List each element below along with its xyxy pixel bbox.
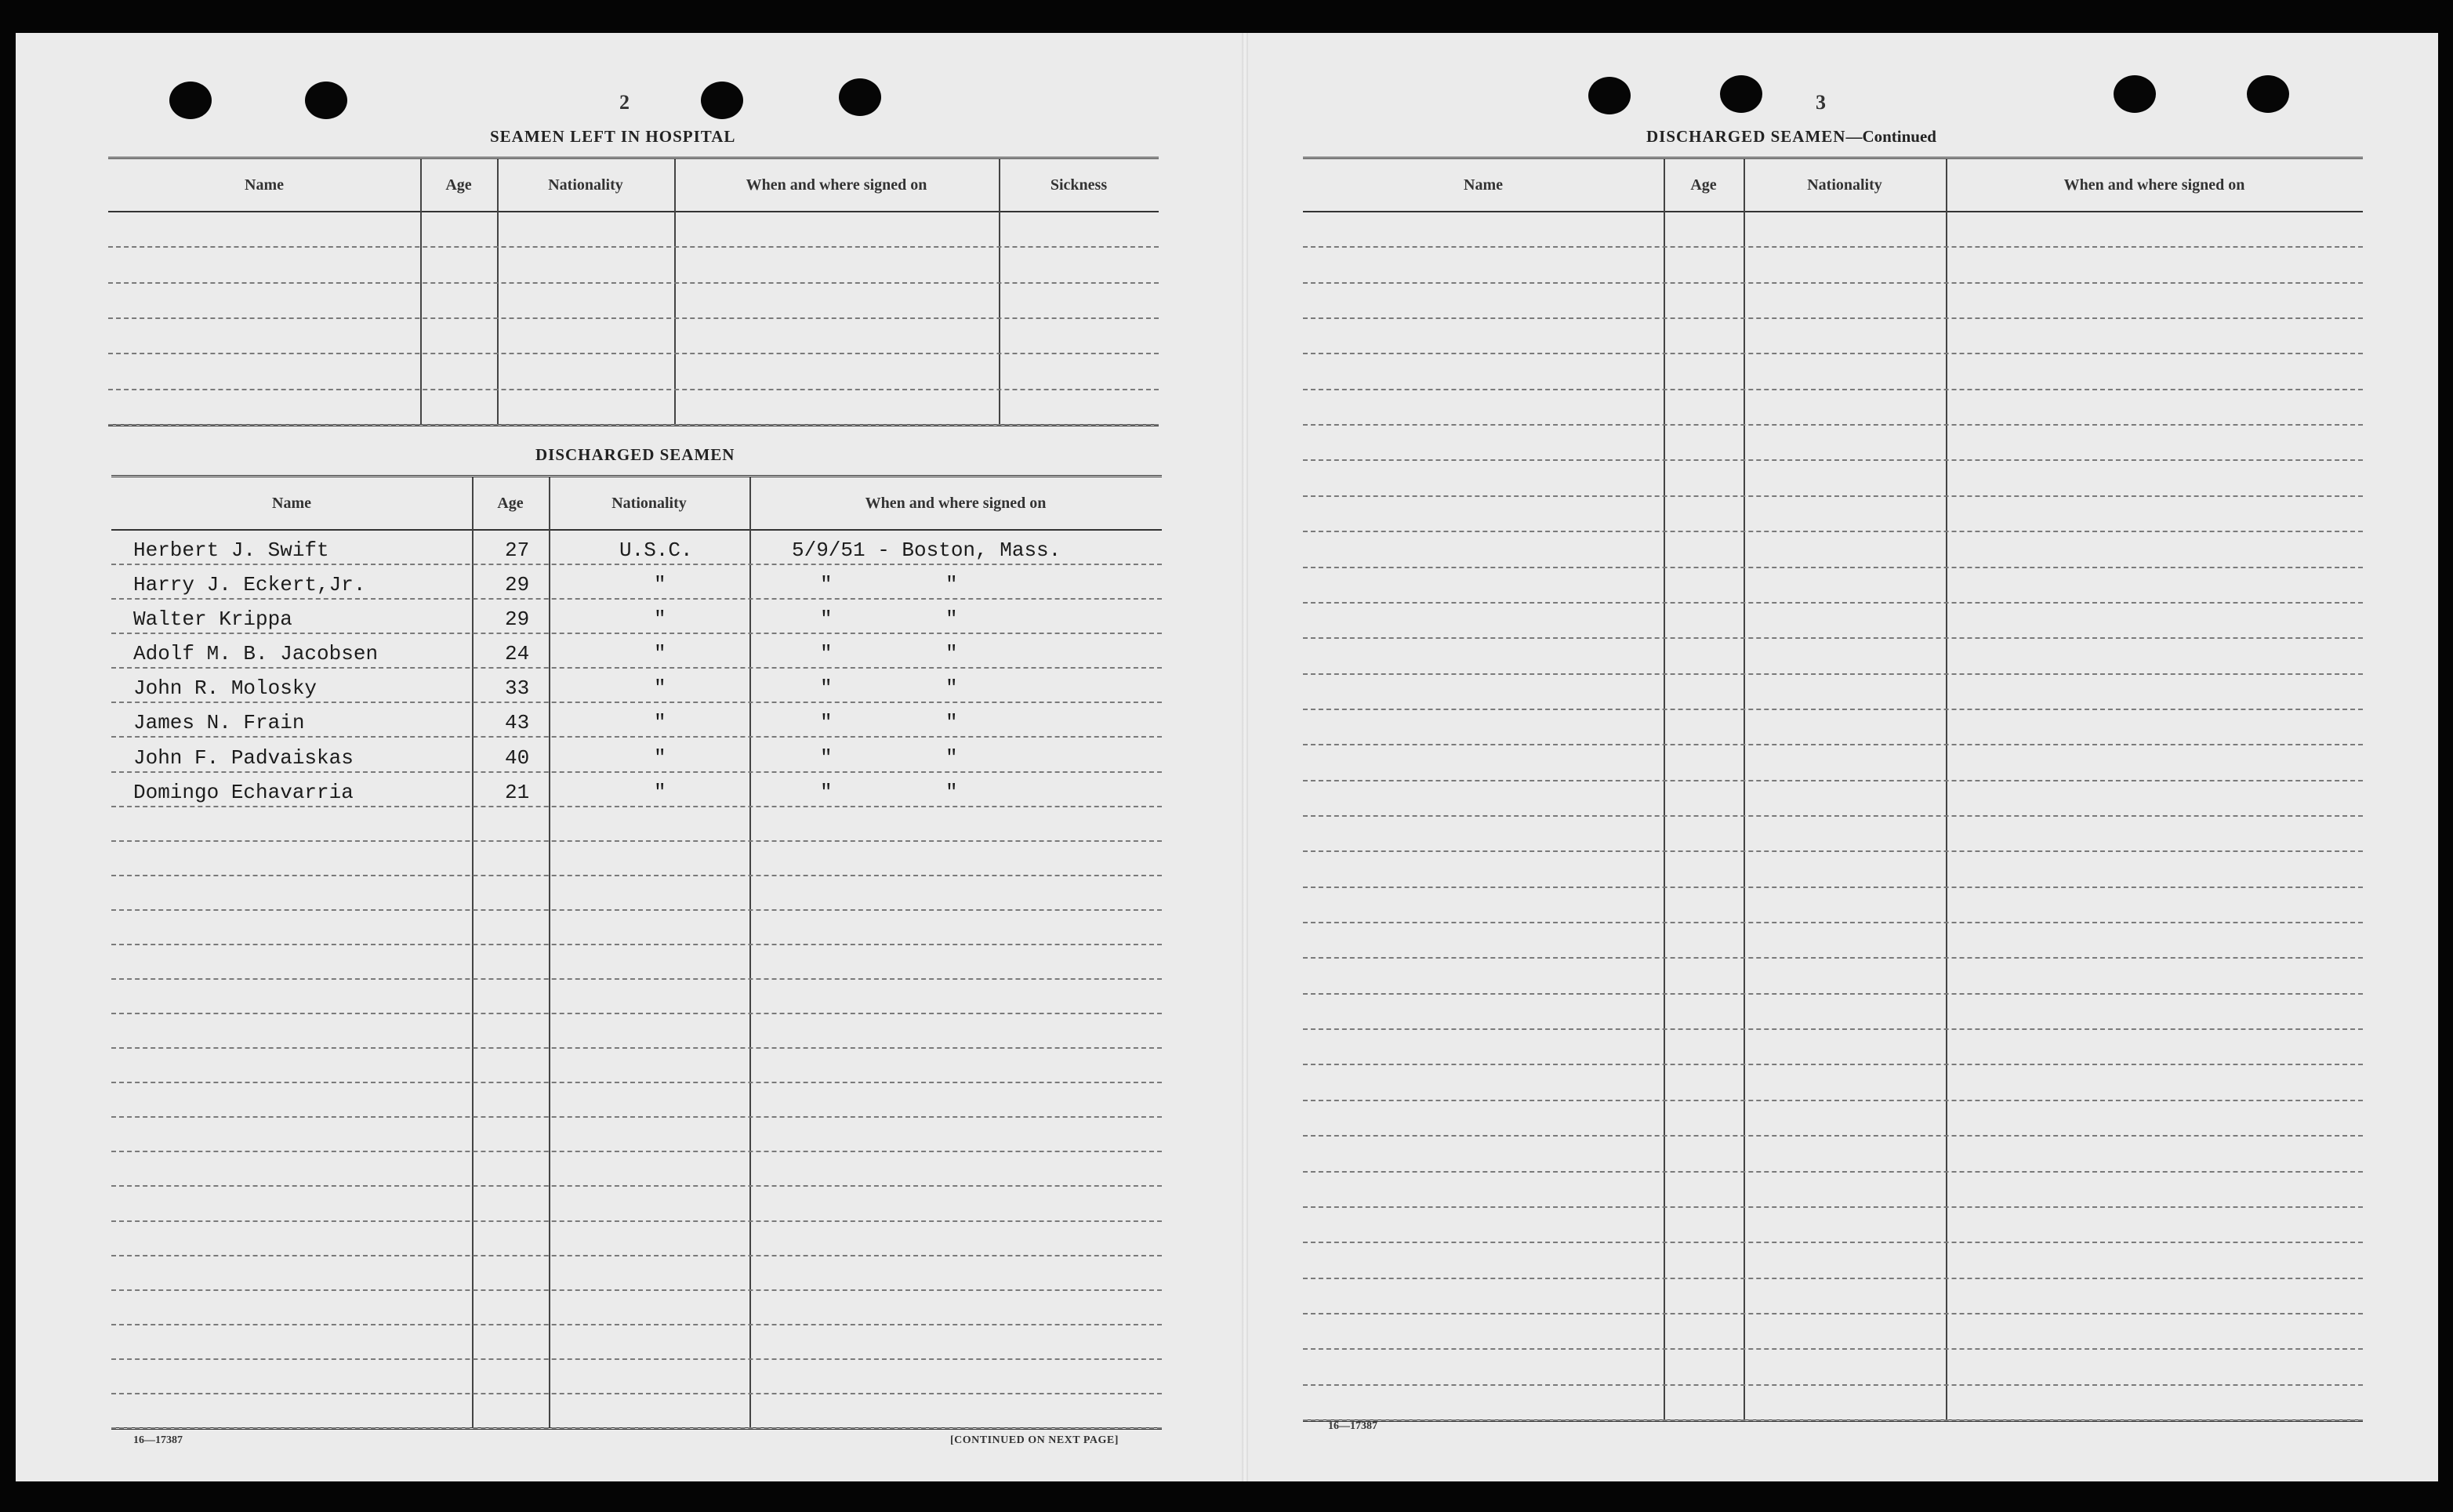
table-row [108,389,1159,426]
table-row [1303,567,2363,604]
continued-note: [CONTINUED ON NEXT PAGE] [950,1434,1119,1446]
cell-name: John R. Molosky [133,676,318,701]
cell-nationality: " [654,607,666,632]
cell-signed-on-place: " [945,711,958,735]
table-row [1303,495,2363,532]
cell-age: 33 [505,676,530,701]
cell-signed-on: " [820,745,833,770]
hospital-table [108,157,1159,426]
table-row [111,1082,1162,1118]
cell-name: Adolf M. B. Jacobsen [133,642,379,666]
cell-nationality: " [654,642,666,666]
table-row [111,1220,1162,1256]
cell-nationality: " [654,711,666,735]
table-row [111,529,1162,565]
table-row [1303,424,2363,461]
table-row [1303,850,2363,887]
cell-nationality: " [654,573,666,597]
punch-hole [1588,77,1631,114]
punch-hole [839,78,881,116]
column-header-signed-on: When and where signed on [2063,176,2245,194]
punch-hole [305,82,347,119]
table-row [1303,1348,2363,1385]
cell-signed-on: 5/9/51 - Boston, Mass. [792,538,1061,563]
document-sheet [16,33,2438,1481]
cell-signed-on: " [820,676,833,701]
table-row [111,1358,1162,1394]
table-row [1303,780,2363,817]
title-text: DISCHARGED SEAMEN [1646,127,1846,146]
column-header-signed-on: When and where signed on [746,176,927,194]
table-body [108,211,1159,424]
table-row [1303,957,2363,994]
table-row [111,944,1162,980]
table-row [1303,673,2363,710]
table-row [111,978,1162,1014]
cell-age: 21 [505,780,530,804]
table-row [111,1047,1162,1083]
table-row [1303,744,2363,781]
table-row [1303,531,2363,567]
cell-name: James N. Frain [133,711,305,735]
table-row [1303,1313,2363,1350]
title-suffix: —Continued [1845,127,1936,146]
table-row [111,598,1162,634]
table-row [111,564,1162,600]
cell-signed-on: " [820,573,833,597]
cell-signed-on-place: " [945,745,958,770]
table-body [1303,211,2363,1420]
table-row [1303,211,2363,248]
page-fold [1242,33,1248,1481]
table-row [1303,1171,2363,1208]
table-row [111,771,1162,807]
cell-name: Herbert J. Swift [133,538,329,563]
table-row [111,875,1162,911]
table-row [111,1116,1162,1152]
table-row [1303,815,2363,852]
cell-signed-on: " [820,607,833,632]
table-row [1303,887,2363,923]
table-row [1303,602,2363,639]
cell-age: 43 [505,711,530,735]
table-row [108,317,1159,354]
punch-hole [2114,75,2156,113]
table-row [1303,1100,2363,1137]
table-row [1303,1028,2363,1065]
punch-hole [1720,75,1762,113]
punch-hole [169,82,212,119]
punch-hole [2247,75,2289,113]
table-row [1303,1384,2363,1421]
table-row [111,1151,1162,1187]
table-row [111,1289,1162,1325]
cell-name: Walter Krippa [133,607,292,632]
cell-age: 27 [505,538,530,563]
cell-age: 29 [505,607,530,632]
column-header-nationality: Nationality [1807,176,1882,194]
cell-signed-on: " [820,642,833,666]
column-header-signed-on: When and where signed on [865,494,1047,512]
column-header-name: Name [272,494,311,512]
column-header-nationality: Nationality [548,176,623,194]
table-row [1303,317,2363,354]
table-row [111,840,1162,876]
table-row [111,909,1162,945]
form-number: 16—17387 [133,1434,183,1446]
cell-signed-on: " [820,711,833,735]
cell-signed-on-place: " [945,780,958,804]
page-number: 3 [1816,91,1826,114]
table-row [111,1255,1162,1291]
table-row [111,633,1162,669]
table-row [1303,637,2363,674]
punch-hole [701,82,743,119]
table-row [1303,389,2363,426]
form-number: 16—17387 [1328,1420,1377,1432]
cell-signed-on-place: " [945,607,958,632]
cell-nationality: " [654,780,666,804]
table-header [111,477,1162,531]
hospital-section-title: SEAMEN LEFT IN HOSPITAL [490,127,736,146]
column-header-age: Age [1690,176,1717,194]
cell-signed-on-place: " [945,676,958,701]
table-body [111,529,1162,1427]
table-row [1303,1278,2363,1314]
cell-signed-on-place: " [945,573,958,597]
table-row [1303,1242,2363,1278]
cell-age: 24 [505,642,530,666]
table-row [1303,709,2363,745]
table-row [108,353,1159,390]
table-row [1303,1064,2363,1100]
table-row [1303,993,2363,1030]
table-row [1303,1135,2363,1172]
cell-name: John F. Padvaiskas [133,745,354,770]
table-row [108,211,1159,248]
discharged-section-title: DISCHARGED SEAMEN [535,445,735,464]
cell-nationality: " [654,676,666,701]
table-row [108,282,1159,319]
table-row [1303,459,2363,496]
table-header [108,159,1159,212]
cell-nationality: U.S.C. [619,538,693,563]
column-header-age: Age [497,494,524,512]
table-row [111,702,1162,738]
cell-name: Harry J. Eckert,Jr. [133,573,366,597]
table-row [111,1324,1162,1360]
cell-signed-on-place: " [945,642,958,666]
table-row [1303,353,2363,390]
page-number: 2 [619,91,630,114]
column-header-name: Name [1464,176,1503,194]
table-row [111,736,1162,772]
cell-age: 29 [505,573,530,597]
column-header-nationality: Nationality [611,494,687,512]
table-row [111,1185,1162,1221]
cell-signed-on: " [820,780,833,804]
cell-name: Domingo Echavarria [133,780,354,804]
column-header-sickness: Sickness [1050,176,1108,194]
table-row [108,246,1159,283]
discharged-seamen-table [111,475,1162,1430]
table-row [1303,282,2363,319]
table-row [1303,246,2363,283]
table-row [111,667,1162,703]
cell-nationality: " [654,745,666,770]
discharged-seamen-continued-table [1303,157,2363,1422]
column-header-age: Age [445,176,472,194]
table-row [111,1393,1162,1429]
table-row [111,1013,1162,1049]
table-header [1303,159,2363,212]
continued-section-title [1646,127,1936,147]
table-row [1303,922,2363,959]
table-row [1303,1206,2363,1243]
cell-age: 40 [505,745,530,770]
column-header-name: Name [245,176,284,194]
table-row [111,806,1162,842]
